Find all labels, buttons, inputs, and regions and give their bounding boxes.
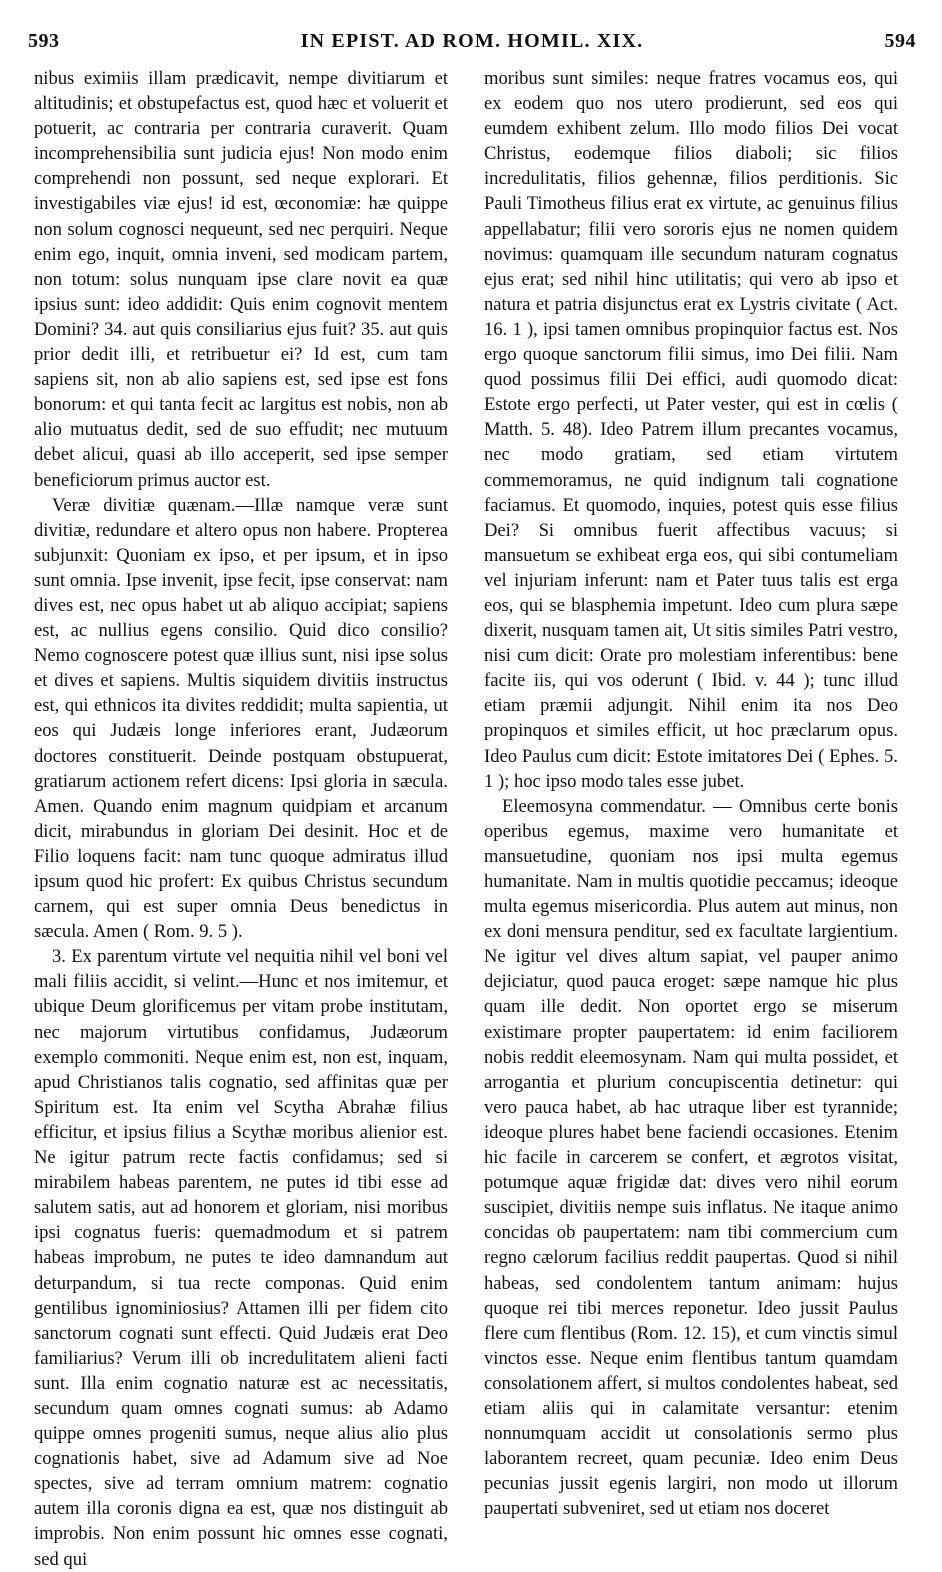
paragraph: moribus sunt similes: neque fratres vocamus eos, qui ex eodem quo nos utero prodierunt, sed eos qui eumdem exhibent zelum. Illo modo filios Dei vocat Christus, eodemque filios diaboli; sic filios incredulitatis, filios gehennæ, filios perditionis. Sic Pauli Timotheus filius erat ex virtute, ac genuinus filius appellabatur; filii vero sororis ejus ne nomen quidem novimus: quamquam ille secundum naturam cognatus ejus erat; sed nihil hinc utilitatis; qui vero ab ipso et natura et patria disjunctus erat ex Lystris civitate ( Act. 16. 1 ), ipsi tamen omnibus propinquior factus est. Nos ergo quoque sanctorum filii simus, imo Dei filii. Nam quod possimus filii Dei effici, audi quomodo dicat: Estote ergo perfecti, ut Pater vester, qui est in cœlis ( Matth. 5. 48). Ideo Patrem illum precantes vocamus, nec modo gratiam, sed etiam virtutem commemoramus, ne quid indignum tali cognatione faciamus. Et quomodo, inquies, potest quis esse filius Dei? Si omnibus fuerit affectibus vacuus; si mansuetum se exhibeat erga eos, qui sibi contumeliam vel injuriam inferunt: nam et Pater tuus talis est erga eos, qui se blasphemia impetunt. Ideo cum plura sæpe dixerit, nusquam tamen ait, Ut sitis similes Patri vestro, nisi cum dicit: Orate pro molestiam inferentibus: bene facite iis, qui vos oderunt ( Ibid. v. 44 ); tunc illud etiam præmii adjungit. Nihil enim ita nos Deo propinquos et similes efficit, ut hoc præclarum opus. Ideo Paulus cum dicit: Estote imitatores Dei ( Ephes. 5. 1 ); hoc ipso modo tales esse jubet. — [484, 68, 898, 792]
running-title: IN EPIST. AD ROM. HOMIL. XIX. — [300, 30, 644, 52]
paragraph: nibus eximiis illam prædicavit, nempe divitiarum et altitudinis; et obstupefactus est, quod hæc et voluerit et potuerit, ac contraria per contraria curaverit. Quam incomprehensibilia sunt judicia ejus! Non modo enim comprehendi non possunt, sed neque explorari. Et investigabiles viæ ejus! id est, œconomiæ: hæ quippe non solum cognosci nequeunt, sed nec perquiri. Neque enim ego, inquit, omnia inveni, sed modicam partem, non totum: solus nunquam ipse clare novit ea quæ ipsius sunt: ideo addidit: Quis enim cognovit mentem Domini? 34. aut quis consiliarius ejus fuit? 35. aut quis prior dedit illi, et retribuetur ei? Id est, cum tam sapiens sit, non ab alio sapiens est, sed ipse est fons bonorum: et qui tanta fecit ac largitus est nobis, non ab alio mutuatus dedit, sed de suo effudit; nec mutuum debet alicui, quasi ab illo acceperit, sed ipse semper beneficiorum primus auctor est. — [34, 68, 448, 491]
paragraph: Veræ divitiæ quænam.—Illæ namque veræ sunt divitiæ, redundare et altero opus non habere. Propterea subjunxit: Quoniam ex ipso, et per ipsum, et in ipso sunt omnia. Ipse invenit, ipse fecit, ipse conservat: nam dives est, nec opus habet ut ab aliquo accipiat; sapiens est, ac nullius egens consilio. Quid dico consilio? Nemo cognoscere potest quæ illius sunt, nisi ipse solus et dives et sapiens. Multis siquidem divitiis instructus est, qui ethnicos ita divites reddidit; multa sapientia, ut eos qui Judæis longe inferiores erant, Judæorum doctores constituerit. Deinde postquam obstupuerat, gratiarum actionem refert dicens: Ipsi gloria in sæcula. Amen. Quando enim magnum quidpiam et arcanum dicit, mirabundus in gloriam Dei desinit. Hoc et de Filio loquens facit: nam tunc quoque admiratus illud ipsum quod hic profert: Ex quibus Christus secundum carnem, qui est super omnia Deus benedictus in sæcula. Amen ( Rom. 9. 5 ). — [34, 494, 448, 943]
page-number-right: 594 — [884, 30, 916, 52]
page-number-left: 593 — [28, 30, 60, 52]
left-column — [34, 66, 448, 1572]
paragraph: Eleemosyna commendatur. — Omnibus certe bonis operibus egemus, maxime vero humanitate et mansuetudine, quoniam nos ipsi multa egemus humanitate. Nam in multis quotidie peccamus; ideoque multa egemus misericordia. Plus autem aut minus, non ex doni mensura penditur, sed ex facultate largientium. Ne igitur vel dives altum sapiat, vel pauper animo dejiciatur, quod pauca eroget: sæpe namque hic plus quam ille dedit. Non oportet ergo se miserum existimare propter paupertatem: id enim faciliorem nobis reddit eleemosynam. Nam qui multa possidet, et arrogantia et plurium concupiscentia detinetur: qui vero pauca habet, ab hac utraque liber est tyrannide; ideoque plures habet bene faciendi occasiones. Etenim hic facile in carcerem se confert, et ægrotos visitat, potumque aquæ frigidæ dat: dives vero nihil eorum suscipiet, divitiis nempe suis inflatus. Ne itaque animo concidas ob paupertatem: nam tibi commercium cum regno cælorum facilius reddit paupertas. Quod si nihil habeas, sed condolentem tantum animam: hujus quoque rei tibi merces reponetur. Ideo jussit Paulus flere cum flentibus (Rom. 12. 15), et cum vinctis simul vinctos esse. Neque enim flentibus tantum quamdam consolationem affert, si multos condolentes habeat, sed etiam aliis qui in calamitate versantur: etenim nonnumquam accidit ut consolationis sermo plus laborantem recreet, quam pecuniæ. Ideo enim Deus pecunias jussit egenis largiri, non modo ut illorum paupertati subveniret, sed ut etiam nos doceret — [484, 795, 898, 1520]
right-column — [484, 66, 898, 1521]
paragraph: 3. Ex parentum virtute vel nequitia nihil vel boni vel mali filiis accidit, si velint.—Hunc et nos imitemur, et ubique Deum glorificemus per vitam probe institutam, nec majorum virtutibus confidamus, Judæorum exemplo commoniti. Neque enim est, non est, inquam, apud Christianos talis cognatio, sed affinitas quæ per Spiritum est. Ita enim vel Scytha Abrahæ filius efficitur, et ipsius filius a Scythæ moribus alienior est. Ne igitur patrum recte factis confidamus; sed si mirabilem habeas parentem, ne putes id tibi esse ad salutem satis, aut ad honorem et gloriam, nisi moribus ipsi cognatus fueris: quemadmodum et si patrem habeas improbum, ne putes te ideo damnandum aut deturpandum, si tua recte componas. Quid enim gentilibus ignominiosius? Attamen illi per fidem cito sanctorum cognati sunt effecti. Quid Judæis erat Deo familiarius? Verum illi ob incredulitatem alieni facti sunt. Illa enim cognatio naturæ est ac necessitatis, secundum quam omnes cognati sumus: ab Adamo quippe omnes progeniti sumus, neque alius alio plus cognationis habet, sive ad Adamum sive ad Noe spectes, sive ad terram omnium matrem: cognatio autem illa coronis digna ea est, quæ nos distinguit ab improbis. Non enim possunt hic omnes esse cognati, sed qui — [34, 946, 448, 1570]
running-header — [28, 30, 916, 64]
